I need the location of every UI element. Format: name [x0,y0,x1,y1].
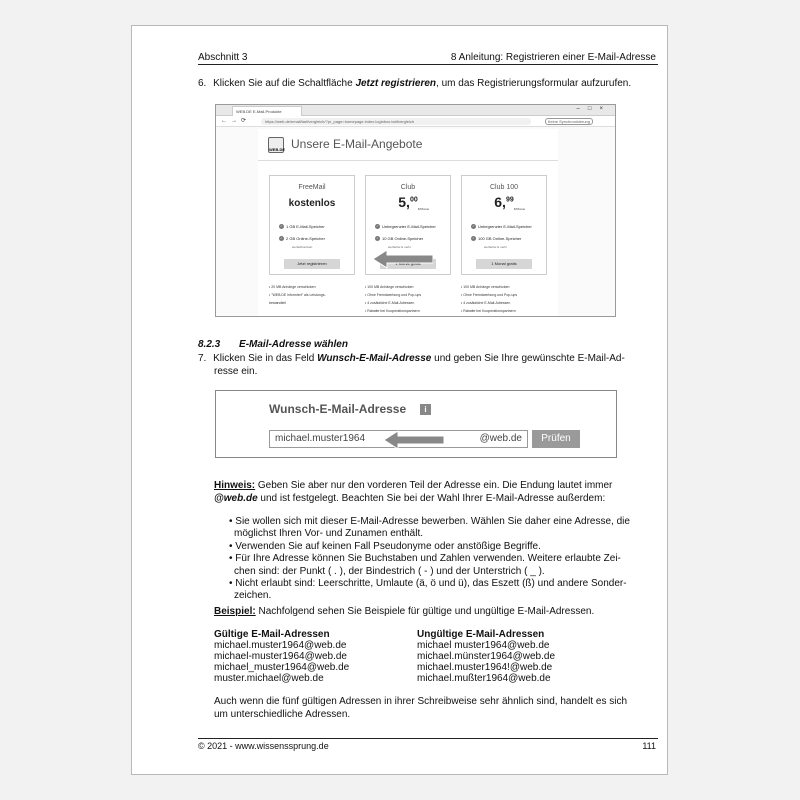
closing-line: um unterschiedliche Adressen. [214,709,351,720]
register-button[interactable]: Jetzt registrieren [284,259,340,269]
footer-rule [198,738,658,739]
bullet-line: • 4 zusätzliche E-Mail-Adressen [461,301,511,305]
plan-card-freemail [269,175,355,275]
section-title: E-Mail-Adresse wählen [239,339,348,350]
bullet-line: • "WEB.DE informiert" als Leistungs- [269,293,326,297]
feature-1-label: Unbegrenzter E-Mail-Speicher [382,224,436,229]
closing-line: Auch wenn die fünf gültigen Adressen in ihrer Schreibweise sehr ähnlich sind, handelt es sich [214,696,628,707]
feature-sub: werbefrei & mehr [484,245,507,249]
hint-text-2: und ist festgelegt. Beachten Sie bei der Wahl Ihrer E-Mail-Adresse außerdem: [257,493,606,504]
hint-domain: @web.de [214,493,258,504]
hint-line-1 [214,479,654,492]
window-controls[interactable]: –□× [576,106,611,112]
feature-2-label: 10 GB Online-Speicher [382,236,424,241]
hint-line-2 [214,492,654,505]
email-field-title: Wunsch-E-Mail-Adresse [269,402,407,416]
hint-bullet: • Verwenden Sie auf keinen Fall Pseudonyme oder anstößige Begriffe. [229,540,541,552]
hint-bullets [229,516,659,603]
footer-copyright: © 2021 - www.wissenssprung.de [198,741,329,751]
valid-addresses [214,629,349,684]
feature-2 [279,236,325,241]
step-text: Klicken Sie auf die Schaltfläche [213,78,356,89]
highlight-arrow-icon [373,249,433,269]
header-section: Abschnitt 3 [198,52,248,63]
screenshot-email-field [215,390,617,458]
closing-paragraph [214,695,654,721]
hint-paragraph [214,479,654,505]
price-main: 5, [398,194,410,210]
hint-bullet: chen sind: der Punkt ( . ), der Bindestrich ( - ) und der Unterstrich ( _ ). [234,565,545,577]
invalid-addresses [417,629,555,684]
bullets-club100 [461,283,517,315]
feature-sub: werbefinanziert [292,245,313,249]
price-cents: 00 [409,196,418,204]
bullet-line: • 4 zusätzliche E-Mail-Adressen [365,301,415,305]
step-number: 6. [198,78,207,89]
bullet-line: • 100 MB Anhänge verschicken [461,285,510,289]
invalid-address: michael.muster1964!@web.de [417,662,553,673]
example-text: Nachfolgend sehen Sie Beispiele für gültige und ungültige E-Mail-Adressen. [255,606,595,617]
feature-1 [279,224,325,229]
plan-price [462,194,546,210]
plan-price: kostenlos [288,198,336,209]
step-text-end: , um das Registrierungsformular aufzurufen. [436,78,632,89]
bullet-line: • 20 MB Anhänge verschicken [269,285,316,289]
check-icon: ✓ [376,236,379,241]
step-text: Klicken Sie in das Feld [213,353,318,364]
example-line [214,605,594,618]
feature-sub: werbefrei & mehr [388,245,411,249]
step-bold: Wunsch-E-Mail-Adresse [317,353,432,364]
invalid-address: michael.münster1964@web.de [417,651,556,662]
hint-bullet: • Sie wollen sich mit dieser E-Mail-Adresse bewerben. Wählen Sie daher eine Adresse, die [229,516,630,527]
bullet-line: • Ohne Fremdwerbung und Pop-ups [365,293,422,297]
hint-label: Hinweis: [214,480,256,491]
invalid-address: michael muster1964@web.de [417,640,550,651]
valid-heading: Gültige E-Mail-Adressen [214,629,330,640]
bullet-line: • Ohne Fremdwerbung und Pop-ups [461,293,518,297]
check-icon: ✓ [280,224,283,229]
check-icon: ✓ [376,224,379,229]
hint-text: Geben Sie aber nur den vorderen Teil der Adresse ein. Die Endung lautet immer [255,480,613,491]
feature-1-label: Unbegrenzter E-Mail-Speicher [478,224,532,229]
valid-address: muster.michael@web.de [214,673,324,684]
feature-1-label: 1 GB E-Mail-Speicher [286,224,325,229]
bullet-line: • Rabatte bei Kooperationspartnern [461,309,516,313]
hint-bullet: möglichst Ihren Vor- und Zunamen enthält. [234,528,423,540]
nav-buttons[interactable]: ←→⟳ [221,118,251,124]
section-heading [198,339,348,350]
price-cents: 99 [505,196,514,204]
feature-2-label: 100 GB Online-Speicher [478,236,522,241]
screenshot-offers [215,104,616,317]
header-rule [198,64,658,65]
url-field[interactable]: https://web.de/email/tarifvergleich/?pr_page=homepage.index.loginbox.tarifvergleich [261,118,531,125]
hint-bullet: zeichen. [234,590,272,602]
bullets-freemail [269,283,326,307]
feature-1 [375,224,436,229]
plan-price [366,194,450,210]
highlight-arrow-icon [384,430,444,450]
feature-2-label: 2 GB Online-Speicher [286,236,325,241]
bullet-line: • 100 MB Anhänge verschicken [365,285,414,289]
hint-bullet: • Nicht erlaubt sind: Leerschritte, Umlaute (ä, ö und ü), das Eszett (ß) und andere Sonder- [229,578,627,590]
bullets-club [365,283,421,315]
plan-name: Club 100 [489,184,519,191]
price-unit: €/Monat [514,207,525,211]
browser-tabbar [216,105,615,116]
step-text-end: und geben Sie Ihre gewünschte E-Mail-Ad- [431,353,625,364]
info-icon[interactable]: i [420,404,431,415]
price-unit: €/Monat [418,207,429,211]
plan-name: FreeMail [298,184,326,191]
step-7-line2: resse ein. [214,366,258,377]
feature-2 [375,236,423,241]
valid-address: michael_muster1964@web.de [214,662,350,673]
domain-suffix: @web.de [479,433,522,444]
browser-tab[interactable]: WEB.DE E-Mail-Produkte [232,106,302,116]
invalid-address: michael.mußter1964@web.de [417,673,551,684]
price-main: 6, [494,194,506,210]
trial-button[interactable]: 1 Monat gratis [476,259,532,269]
browser-addressbar [216,116,615,127]
sync-badge[interactable]: Keine Synchronisierung [545,118,593,125]
page-number: 111 [642,741,656,751]
invalid-heading: Ungültige E-Mail-Adressen [417,629,545,640]
example-label: Beispiel: [214,606,256,617]
valid-address: michael-muster1964@web.de [214,651,347,662]
check-icon: ✓ [280,236,283,241]
bullet-line: • Rabatte bei Kooperationspartnern [365,309,420,313]
step-6 [198,77,658,90]
header-chapter: 8 Anleitung: Registrieren einer E-Mail-Adresse [450,52,656,63]
step-number: 7. [198,353,207,364]
title-divider [258,160,558,161]
check-icon: ✓ [472,224,475,229]
step-bold: Jetzt registrieren [355,78,437,89]
hint-bullet: • Für Ihre Adresse können Sie Buchstaben und Zahlen verwenden. Weitere erlaubte Zei- [229,553,621,565]
check-button[interactable]: Prüfen [532,430,580,448]
section-number: 8.2.3 [198,339,221,350]
step-7 [198,352,658,365]
webde-logo: WEB.DE [268,137,284,153]
feature-2 [471,236,521,241]
website-content [258,129,558,317]
plan-card-club100 [461,175,547,275]
site-title: Unsere E-Mail-Angebote [291,137,423,151]
check-icon: ✓ [472,236,475,241]
plan-name: Club [400,184,416,191]
valid-address: michael.muster1964@web.de [214,640,347,651]
input-value: michael.muster1964 [275,433,366,444]
feature-1 [471,224,532,229]
bullet-line: bestandteil [269,301,286,305]
document-page [131,25,668,775]
